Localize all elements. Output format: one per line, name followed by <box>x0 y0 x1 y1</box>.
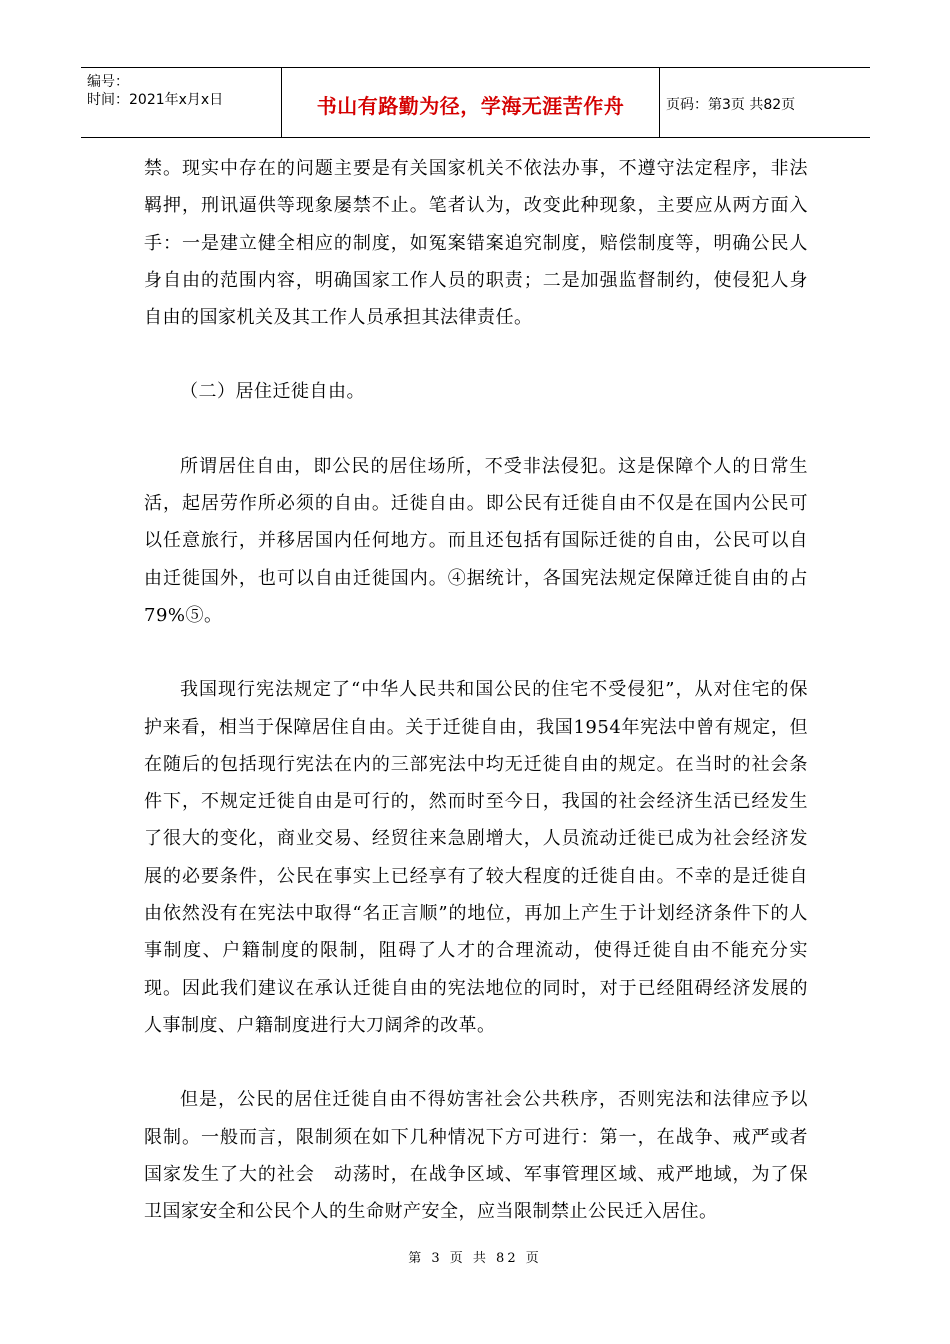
header-page-info: 页码：第3页 共82页 <box>666 96 796 113</box>
document-body <box>144 150 808 1230</box>
document-number-label: 编号： <box>87 74 129 90</box>
section-heading: （二）居住迁徙自由。 <box>180 381 365 403</box>
paragraph-continued: 禁。现实中存在的问题主要是有关国家机关不依法办事，不遵守法定程序，非法羁押，刑讯逼供等现象屡禁不止。笔者认为，改变此种现象，主要应从两方面入手：一是建立健全相应的制度，如冤案错案追究制度，赔偿制度等，明确公民人身自由的范围内容，明确国家工作人员的职责；二是加强监督制约，使侵犯人身自由的国家机关及其工作人员承担其法律责任。 <box>144 158 808 329</box>
header-motto: 书山有路勤为径，学海无涯苦作舟 <box>316 94 625 118</box>
paragraph: 但是，公民的居住迁徙自由不得妨害社会公共秩序，否则宪法和法律应予以限制。一般而言，限制须在如下几种情况下方可进行：第一，在战争、戒严或者国家发生了大的社会 动荡时，在战争区域、军事管理区域、戒严地域，为了保卫国家安全和公民个人的生命财产安全，应当限制禁止公民迁入居住。 <box>144 1089 808 1223</box>
header-motto-cell <box>282 68 660 137</box>
paragraph: 所谓居住自由，即公民的居住场所，不受非法侵犯。这是保障个人的日常生活，起居劳作所必须的自由。迁徙自由。即公民有迁徙自由不仅是在国内公民可以任意旅行，并移居国内任何地方。而且还包括有国际迁徙的自由，公民可以自由迁徙国外，也可以自由迁徙国内。④据统计，各国宪法规定保障迁徙自由的占79%⑤。 <box>144 455 808 626</box>
document-date-label: 时间：2021年x月x日 <box>87 92 224 108</box>
page-header <box>81 67 870 138</box>
paragraph: 我国现行宪法规定了“中华人民共和国公民的住宅不受侵犯”，从对住宅的保护来看，相当于保障居住自由。关于迁徙自由，我国1954年宪法中曾有规定，但在随后的包括现行宪法在内的三部宪法中均无迁徙自由的规定。在当时的社会条件下，不规定迁徙自由是可行的，然而时至今日，我国的社会经济生活已经发生了很大的变化，商业交易、经贸往来急剧增大，人员流动迁徙已成为社会经济发展的必要条件，公民在事实上已经享有了较大程度的迁徙自由。不幸的是迁徙自由依然没有在宪法中取得“名正言顺”的地位，再加上产生于计划经济条件下的人事制度、户籍制度的限制，阻碍了人才的合理流动，使得迁徙自由不能充分实现。因此我们建议在承认迁徙自由的宪法地位的同时，对于已经阻碍经济发展的人事制度、户籍制度进行大刀阔斧的改革。 <box>144 679 808 1036</box>
header-meta <box>81 68 282 137</box>
page-footer: 第 3 页 共 82 页 <box>408 1251 542 1266</box>
